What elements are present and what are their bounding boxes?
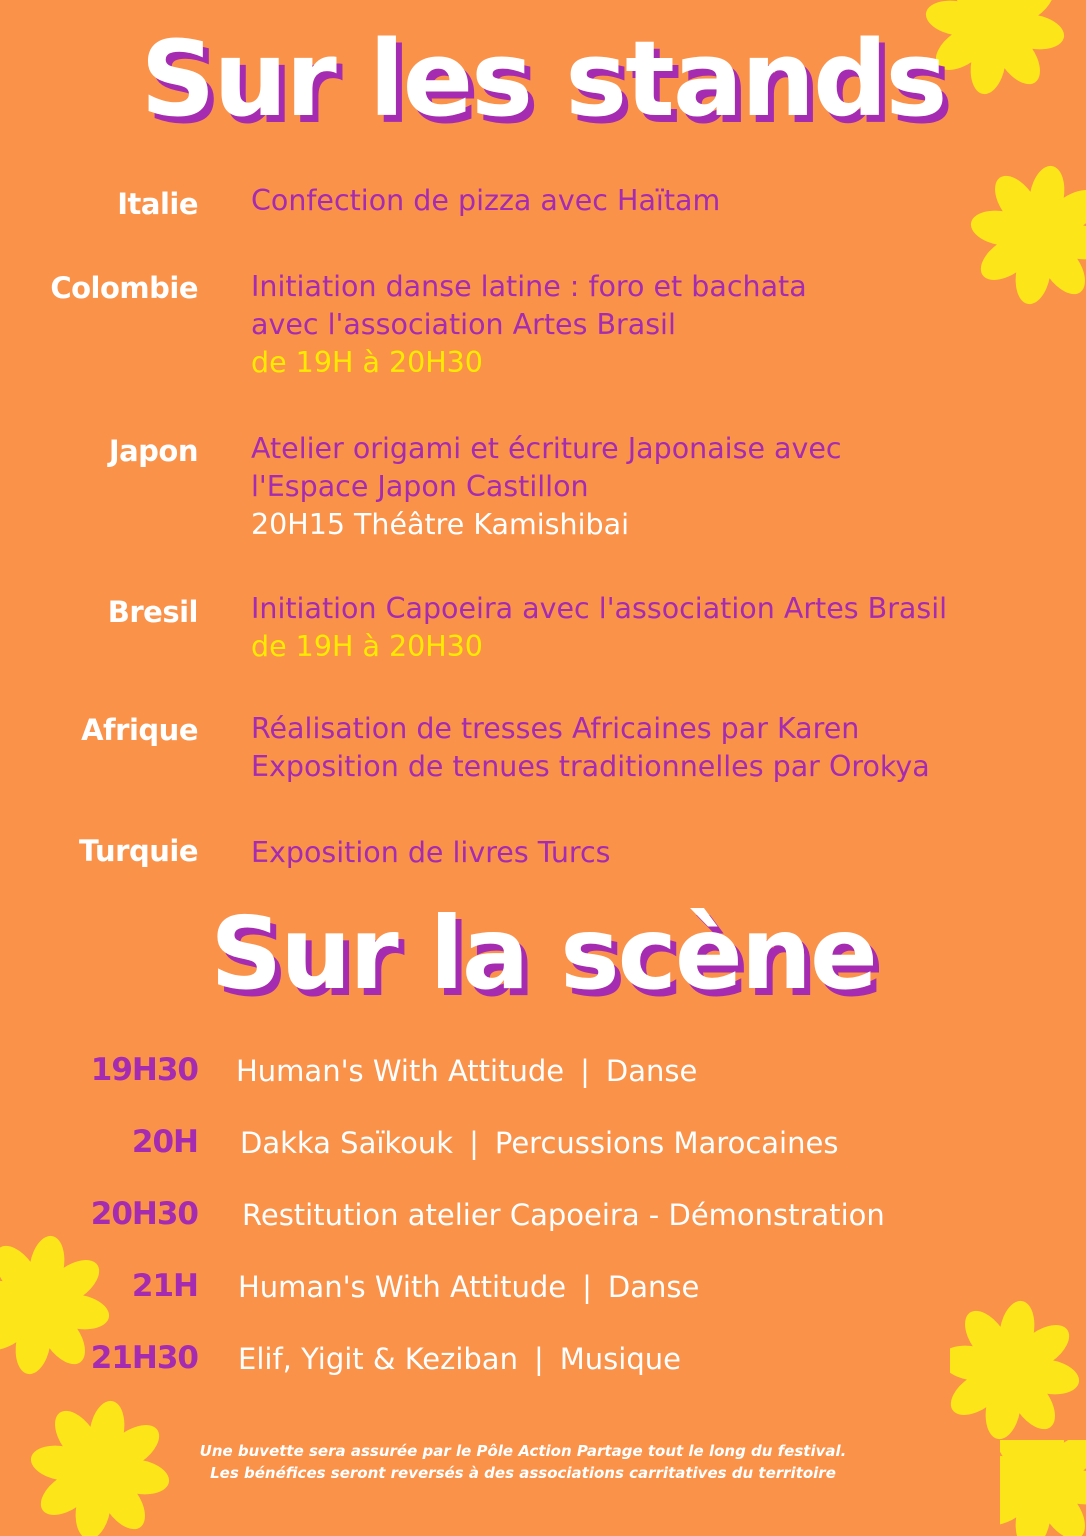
stand-description-line: l'Espace Japon Castillon: [251, 470, 589, 503]
schedule-time: 20H30: [90, 1196, 198, 1232]
scene-title: Sur la scène: [210, 895, 876, 1012]
footer-line: Les bénéfices seront reversés à des associations carritatives du territoire: [210, 1464, 836, 1482]
stand-description: [251, 834, 971, 872]
schedule-time: 21H: [131, 1268, 198, 1304]
stand-description-line: Initiation Capoeira avec l'association Artes Brasil: [251, 592, 948, 625]
schedule-time: 20H: [131, 1124, 198, 1160]
stand-description: [251, 182, 971, 220]
schedule-act: [238, 1342, 681, 1376]
stand-description-line: Confection de pizza avec Haïtam: [251, 184, 721, 217]
stand-description-line: Atelier origami et écriture Japonaise avec: [251, 432, 842, 465]
act-name: Dakka Saïkouk: [240, 1126, 454, 1160]
stand-description-line: Réalisation de tresses Africaines par Karen: [251, 712, 860, 745]
footer-line: Une buvette sera assurée par le Pôle Action Partage tout le long du festival.: [199, 1442, 847, 1460]
stand-country: Turquie: [78, 834, 198, 868]
act-name: Elif, Yigit & Keziban: [238, 1342, 518, 1376]
stand-description-line: avec l'association Artes Brasil: [251, 308, 676, 341]
act-separator: |: [580, 1054, 590, 1088]
footer-note: [0, 1440, 1046, 1484]
schedule-act: [236, 1054, 697, 1088]
stand-country: Japon: [108, 434, 198, 468]
act-genre: Danse: [605, 1054, 698, 1088]
stand-description-line: de 19H à 20H30: [251, 630, 483, 663]
schedule-time: 19H30: [90, 1052, 198, 1088]
stand-country: Afrique: [81, 713, 198, 747]
stand-country: Bresil: [107, 595, 198, 629]
stand-description-line: Initiation danse latine : foro et bachata: [251, 270, 807, 303]
act-genre: Percussions Marocaines: [494, 1126, 839, 1160]
act-separator: |: [533, 1342, 544, 1376]
schedule-act: [242, 1198, 885, 1232]
schedule-act: [240, 1126, 838, 1160]
act-name: Human's With Attitude: [238, 1270, 567, 1304]
schedule-act: [238, 1270, 699, 1304]
stand-description: [251, 430, 971, 544]
stand-country: Colombie: [50, 271, 198, 305]
act-separator: |: [469, 1126, 479, 1160]
act-genre: Danse: [607, 1270, 700, 1304]
stand-description: [251, 710, 971, 786]
stand-description-line: Exposition de tenues traditionnelles par Orokya: [251, 750, 930, 783]
stand-description: [251, 268, 971, 382]
stand-description-line: 20H15 Théâtre Kamishibai: [251, 508, 629, 541]
act-name: Restitution atelier Capoeira - Démonstration: [242, 1198, 885, 1232]
act-name: Human's With Attitude: [236, 1054, 565, 1088]
stand-description-line: de 19H à 20H30: [251, 346, 483, 379]
stands-title: Sur les stands: [140, 18, 946, 140]
stand-description-line: Exposition de livres Turcs: [251, 836, 611, 869]
schedule-time: 21H30: [90, 1340, 198, 1376]
act-separator: |: [582, 1270, 592, 1304]
flower-icon: [960, 140, 1086, 330]
stand-description: [251, 590, 971, 666]
stand-country: Italie: [117, 187, 198, 221]
act-genre: Musique: [559, 1342, 681, 1376]
